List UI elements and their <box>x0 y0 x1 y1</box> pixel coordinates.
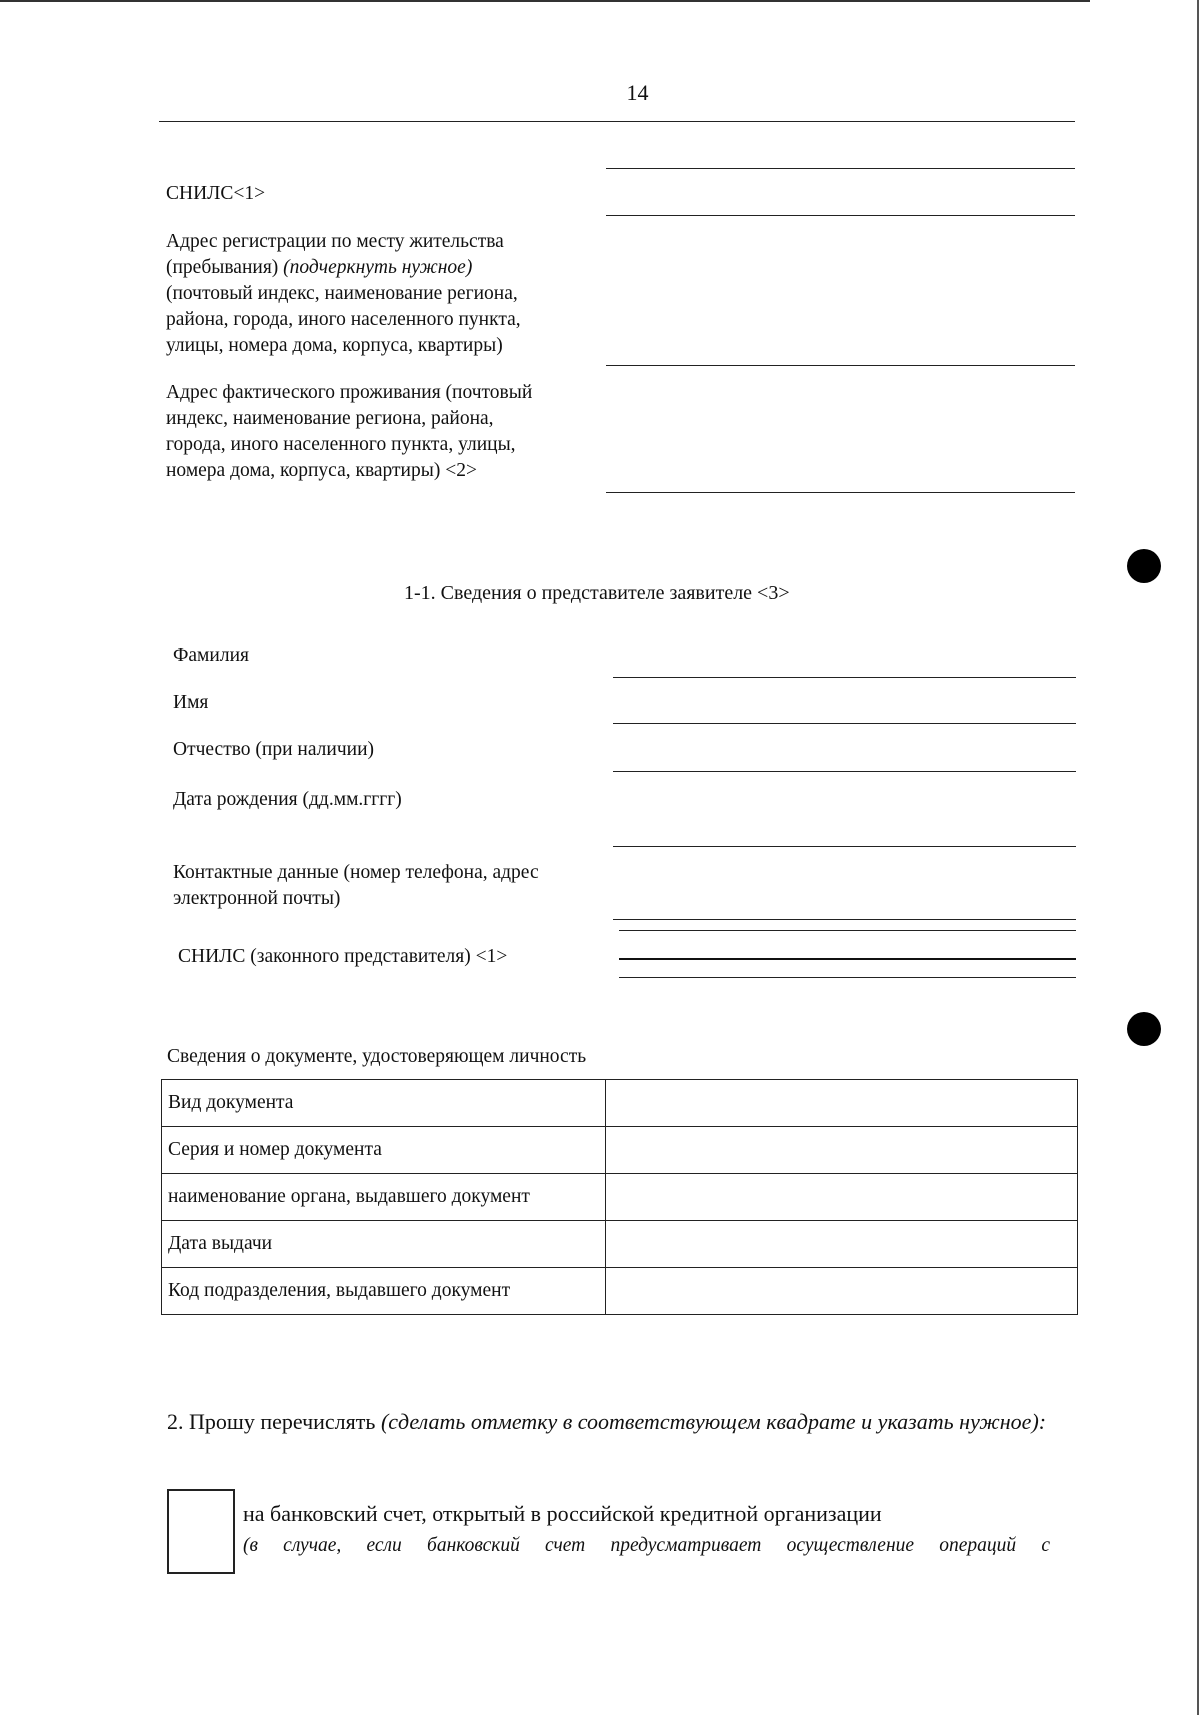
actual-address-line: номера дома, корпуса, квартиры) <2> <box>166 460 477 481</box>
payment-request <box>167 1407 1047 1436</box>
rep-birthdate-label: Дата рождения (дд.мм.гггг) <box>173 789 402 810</box>
page-edge-top <box>0 0 1090 2</box>
reg-address-line <box>166 255 521 281</box>
reg-address-line: Адрес регистрации по месту жительства <box>166 231 504 252</box>
punch-hole-icon <box>1127 549 1161 583</box>
payment-request-text: 2. Прошу перечислять <box>167 1409 381 1434</box>
id-doc-label: Серия и номер документа <box>162 1127 606 1174</box>
table-row <box>162 1174 1078 1221</box>
page-edge-right <box>1197 0 1199 1715</box>
bank-account-checkbox[interactable] <box>167 1489 235 1574</box>
reg-address-label <box>166 229 521 359</box>
reg-address-line-text: (пребывания) <box>166 257 284 278</box>
reg-address-underline-note: (подчеркнуть нужное) <box>283 257 473 278</box>
id-doc-label: Вид документа <box>162 1080 606 1127</box>
rep-snils-field[interactable] <box>619 958 1076 960</box>
table-row <box>162 1127 1078 1174</box>
representative-section-title: 1-1. Сведения о представителе заявителе <3> <box>404 582 790 604</box>
header-rule <box>159 121 1075 122</box>
actual-address-line: Адрес фактического проживания (почтовый <box>166 382 533 403</box>
rep-snils-rule-bottom <box>619 977 1076 978</box>
rep-snils-rule-top <box>619 930 1076 931</box>
rep-contacts-label <box>173 860 539 912</box>
reg-address-field[interactable] <box>606 365 1075 366</box>
page-number: 14 <box>626 80 649 105</box>
rep-name-label: Имя <box>173 692 209 713</box>
rep-contacts-line: электронной почты) <box>173 888 341 909</box>
snils-label: СНИЛС<1> <box>166 183 266 204</box>
table-row <box>162 1221 1078 1268</box>
table-row <box>162 1080 1078 1127</box>
actual-address-field[interactable] <box>606 492 1075 493</box>
rep-patronymic-label: Отчество (при наличии) <box>173 739 375 760</box>
rep-snils-label: СНИЛС (законного представителя) <1> <box>178 946 508 967</box>
rep-birthdate-field[interactable] <box>613 846 1076 847</box>
id-doc-value-cell[interactable] <box>605 1174 1077 1221</box>
id-doc-heading: Сведения о документе, удостоверяющем личность <box>167 1046 587 1067</box>
actual-address-label <box>166 380 532 484</box>
payment-request-note: (сделать отметку в соответствующем квадрате и указать нужное): <box>380 1409 1047 1434</box>
id-doc-label: Дата выдачи <box>162 1221 606 1268</box>
punch-hole-icon <box>1127 1012 1161 1046</box>
id-doc-value-cell[interactable] <box>605 1080 1077 1127</box>
rep-contacts-field[interactable] <box>613 919 1076 920</box>
id-doc-value-cell[interactable] <box>605 1221 1077 1268</box>
snils-field[interactable] <box>606 215 1075 216</box>
actual-address-line: города, иного населенного пункта, улицы, <box>166 434 516 455</box>
rep-name-field[interactable] <box>613 723 1076 724</box>
bank-account-option-label: на банковский счет, открытый в российской кредитной организации <box>243 1501 882 1526</box>
reg-address-line: (почтовый индекс, наименование региона, <box>166 283 518 304</box>
actual-address-line: индекс, наименование региона, района, <box>166 408 494 429</box>
rep-contacts-line: Контактные данные (номер телефона, адрес <box>173 862 539 883</box>
snils-rule-top <box>606 168 1075 169</box>
id-doc-table <box>161 1079 1078 1315</box>
rep-surname-field[interactable] <box>613 677 1076 678</box>
id-doc-label: Код подразделения, выдавшего документ <box>162 1268 606 1315</box>
id-doc-label: наименование органа, выдавшего документ <box>162 1174 606 1221</box>
rep-surname-label: Фамилия <box>173 645 249 666</box>
rep-patronymic-field[interactable] <box>613 771 1076 772</box>
id-doc-value-cell[interactable] <box>605 1127 1077 1174</box>
table-row <box>162 1268 1078 1315</box>
reg-address-line: улицы, номера дома, корпуса, квартиры) <box>166 335 503 356</box>
id-doc-value-cell[interactable] <box>605 1268 1077 1315</box>
bank-account-note: (в случае, если банковский счет предусматривает осуществление операций с <box>243 1535 1050 1556</box>
reg-address-line: района, города, иного населенного пункта, <box>166 309 521 330</box>
